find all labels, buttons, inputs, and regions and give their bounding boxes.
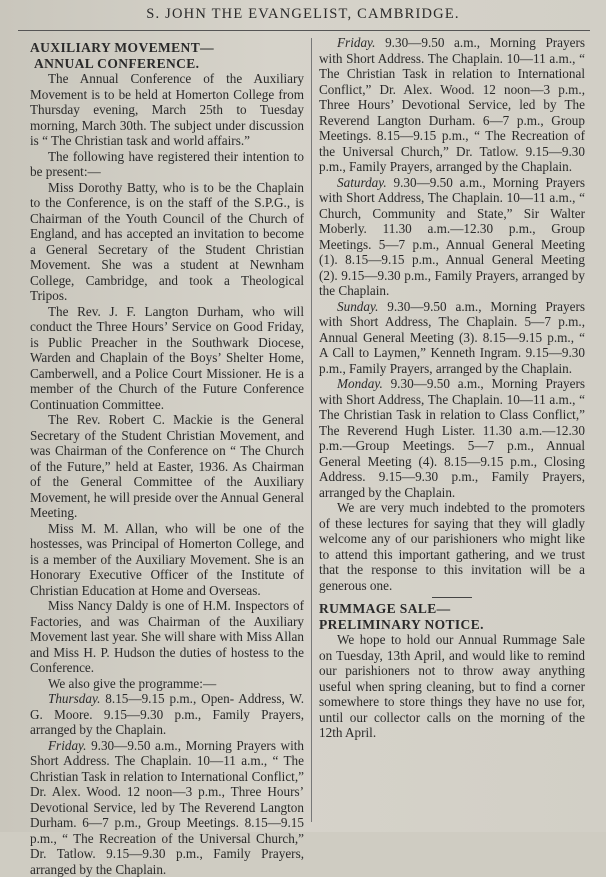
programme-friday <box>319 35 585 175</box>
friday-text-start: 9.30—9.50 a.m., Morning Prayers with Short Address. The Chaplain. 10—11 a.m., “ The Christian Task in relation to International Conflict,” Dr. Alex. Wood. 12 noon—3 p.m., Three Hours’ Devotional Service, led by The Reverend Langton Durham. 6—7 p.m., Group Meetings. 8.15—9.15 p.m., “ The Recreation of the Universal Church,” Dr. Tatlow. 9.15—9.30 p.m., Family Prayers, arranged by the Chaplain. <box>30 737 304 877</box>
monday-label: Monday. <box>337 376 383 391</box>
rummage-heading-line1: RUMMAGE SALE— <box>319 601 451 616</box>
registered-intro-paragraph: The following have registered their intention to be present:— <box>30 148 304 179</box>
rummage-heading <box>319 601 585 632</box>
right-column <box>319 35 585 741</box>
allan-paragraph: Miss M. M. Allan, who will be one of the hostesses, was Principal of Homerton College, and is a member of the Auxiliary Movement. She is an Honorary Executive Officer of the Institute of Christian Education at Home and Overseas. <box>30 520 304 598</box>
sunday-label: Sunday. <box>337 298 379 314</box>
running-head: S. JOHN THE EVANGELIST, CAMBRIDGE. <box>146 6 460 22</box>
daldy-paragraph: Miss Nancy Daldy is one of H.M. Inspectors of Factories, and was Chairman of the Auxiliary Movement last year. She will share with Miss Allan and Miss H. P. Hudson the duties of hostess to the Conference. <box>30 598 304 675</box>
programme-intro-paragraph: We also give the programme:— <box>48 675 217 691</box>
programme-thursday <box>30 691 304 738</box>
saturday-text: 9.30—9.50 a.m., Morning Prayers with Short Address, The Chaplain. 10—11 a.m., “ Church, Community and State,” Sir Walter Moberly. 11.30 a.m.—12.30 p.m., Group Meetings. 5—7 p.m., Annual General Meeting (1). 8.15—9.15 p.m., Annual General Meeting (2). 9.15—9.30 p.m., Family Prayers, arranged by the Chaplain. <box>319 174 585 298</box>
durham-paragraph: The Rev. J. F. Langton Durham, who will conduct the Three Hours’ Service on Good Friday, is Public Preacher in the Southwark Diocese, Warden and Chaplain of the Boys’ Shelter Home, Camberwell, and a Police Court Missioner. He is a member of the Church of the Future Conference Continuation Committee. <box>30 303 304 412</box>
thursday-label: Thursday. <box>48 691 101 706</box>
batty-paragraph: Miss Dorothy Batty, who is to be the Chaplain to the Conference, is on the staff of the S.P.G., is Chairman of the Youth Council of the Church of England, and has accepted an invitation to become a General Secretary of the Student Christian Movement. She was a student at Newnham College, Cambridge, and took a Theological Tripos. <box>30 179 304 303</box>
friday-label-continued: Friday. <box>337 35 376 50</box>
programme-friday-start <box>30 737 304 877</box>
friday-text: 9.30—9.50 a.m., Morning Prayers with Short Address. The Chaplain. 10—11 a.m., “ The Christian Task in relation to International Conflict,” Dr. Alex. Wood. 12 noon—3 p.m., Three Hours’ Devotional Service, led by The Reverend Langton Durham. 6—7 p.m., Group Meetings. 8.15—9.15 p.m., “ The Recreation of the Universal Church,” Dr. Tatlow. 9.15—9.30 p.m., Family Prayers, arranged by the Chaplain. <box>319 35 585 174</box>
conference-intro-paragraph: The Annual Conference of the Auxiliary Movement is to be held at Homerton College from Thursday evening, March 25th to Tuesday morning, March 30th. The subject under discussion is “ The Christian task and world affairs.” <box>30 71 304 148</box>
closing-paragraph: We are very much indebted to the promoters of these lectures for saying that they will gladly welcome any of our parishioners who might like to attend this important gathering, and we trust that the response to this invitation will be a generous one. <box>319 500 585 593</box>
auxiliary-heading <box>30 40 304 71</box>
programme-saturday <box>319 175 585 299</box>
left-column <box>30 40 304 877</box>
thursday-text: 8.15—9.15 p.m., Open- Address, W. G. Moore. 9.15—9.30 p.m., Family Prayers, arranged by the Chaplain. <box>30 691 304 737</box>
column-divider <box>311 38 312 822</box>
friday-label: Friday. <box>48 737 87 753</box>
sunday-text: 9.30—9.50 a.m., Morning Prayers with Short Address, The Chaplain. 5—7 p.m., Annual General Meeting (3). 8.15—9.15 p.m., “ A Call to Laymen,” Kenneth Ingram. 9.15—9.30 p.m., Family Prayers, arranged by the Chaplain. <box>319 298 585 376</box>
programme-monday <box>319 376 585 500</box>
monday-text: 9.30—9.50 a.m., Morning Prayers with Short Address, The Chaplain. 10—11 a.m., “ The Christian Task in relation to Class Conflict,” The Reverend Hugh Lister. 11.30 a.m.—12.30 p.m.—Group Meetings. 5—7 p.m., Annual General Meeting (4). 8.15—9.15 p.m., Closing Address. 9.15—9.30 p.m., Family Prayers, arranged by the Chaplain. <box>319 376 585 500</box>
auxiliary-heading-line2: ANNUAL CONFERENCE. <box>34 55 200 71</box>
rummage-paragraph: We hope to hold our Annual Rummage Sale on Tuesday, 13th April, and would like to remind our parishioners not to throw away anything useful when spring cleaning, but to find a corner somewhere to store things they have no use for, until our collector calls on the morning of the 12th April. <box>319 632 585 740</box>
saturday-label: Saturday. <box>337 174 387 190</box>
mackie-paragraph: The Rev. Robert C. Mackie is the General Secretary of the Student Christian Movement, and was Chairman of the Conference on “ The Church of the Future,” held at Easter, 1936. As Chairman of the General Committee of the Auxiliary Movement, he will preside over the Annual General Meeting. <box>30 412 304 520</box>
section-separator <box>432 597 472 598</box>
header-rule <box>18 30 590 31</box>
programme-sunday <box>319 299 585 377</box>
auxiliary-heading-line1: AUXILIARY MOVEMENT— <box>30 40 215 55</box>
rummage-heading-line2: PRELIMINARY NOTICE. <box>319 616 484 632</box>
